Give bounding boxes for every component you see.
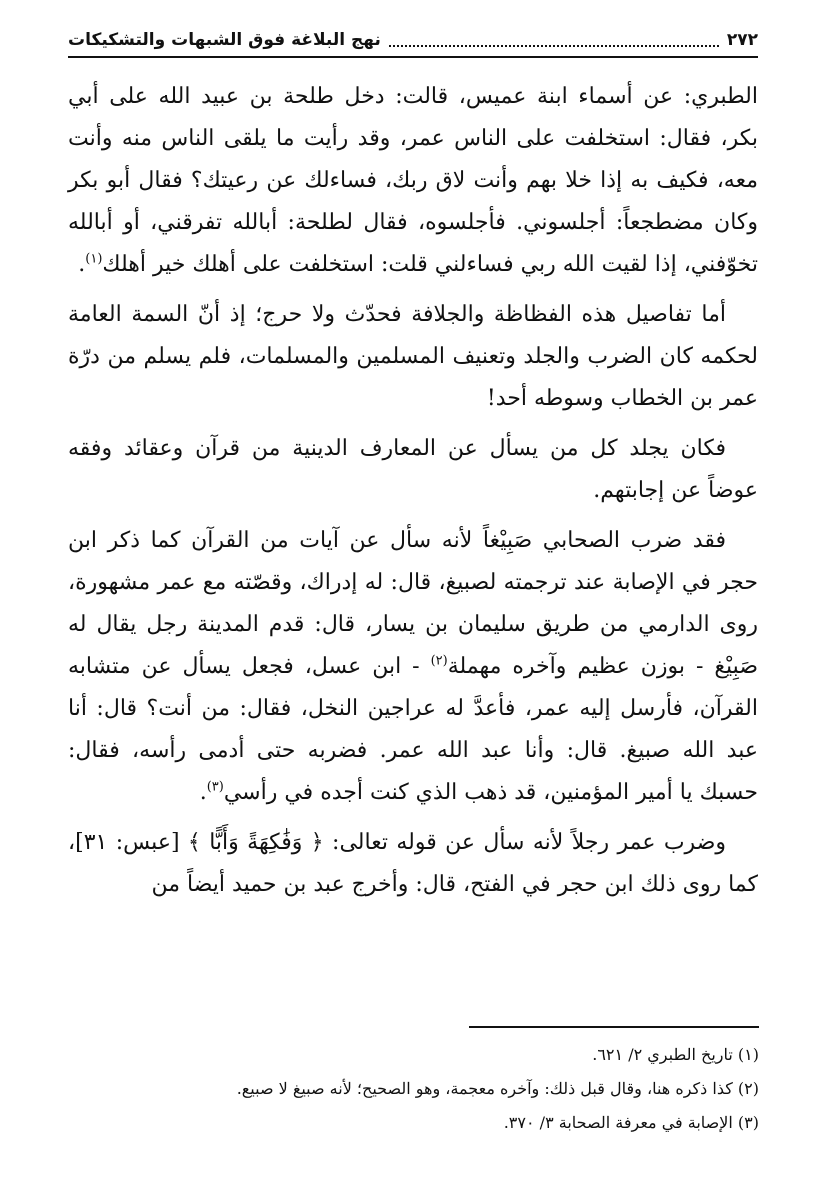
paragraph-3: فكان يجلد كل من يسأل عن المعارف الدينية من قرآن وعقائد وفقه عوضاً عن إجابتهم. [68, 436, 758, 503]
book-title: نهج البلاغة فوق الشبهات والتشكيكات [68, 30, 381, 50]
paragraph-2: أما تفاصيل هذه الفظاظة والجلافة فحدّث ولا حرج؛ إذ أنّ السمة العامة لحكمه كان الضرب والجلد وتعنيف المسلمين والمسلمات، فلم يسلم من درّة عمر بن الخطاب وسوطه أحد! [68, 302, 758, 411]
paragraph-4: فقد ضرب الصحابي صَبِيْغاً لأنه سأل عن آيات من القرآن كما ذكر ابن حجر في الإصابة عند ترجمته لصبيغ، قال: له إدراك، وقصّته مع عمر مشهورة، روى الدارمي من طريق سليمان بن يسار، قال: قدم المدينة رجل يقال له صَبِيْغ - بوزن عظيم وآخره مهملة$^{(٢)}$ - ابن عسل، فجعل يسأل عن متشابه القرآن، فأرسل إليه عمر، فأعدَّ له عراجين النخل، فقال: من أنت؟ قال: أنا عبد الله صبيغ. قال: وأنا عبد الله عمر. فضربه حتى أدمى رأسه، فقال: حسبك يا أمير المؤمنين، قد ذهب الذي كنت أجده في رأسي$^{(٣)}$. [68, 528, 758, 805]
body-text [68, 76, 758, 906]
header-dot-leader [389, 44, 719, 47]
footnote-2: (٢) كذا ذكره هنا، وقال قبل ذلك: وآخره معجمة، وهو الصحيح؛ لأنه صبيغ لا صبيع. [236, 1079, 759, 1098]
footnote-ref-1[interactable]: (١) [85, 251, 103, 267]
footnote-ref-3[interactable]: (٣) [206, 779, 224, 795]
footnotes [69, 1038, 759, 1140]
running-header [68, 28, 758, 58]
paragraph-1: الطبري: عن أسماء ابنة عميس، قالت: دخل طلحة بن عبيد الله على أبي بكر، فقال: استخلفت على الناس عمر، وقد رأيت ما يلقى الناس منه وأنت معه، فكيف به إذا خلا بهم وأنت لاق ربك، فساءلك عن رعيتك؟ فقال أبو بكر وكان مضطجعاً: أجلسوني. فأجلسوه، فقال لطلحة: أبالله تفرقني، أو أبالله تخوّفني، إذا لقيت الله ربي فساءلني قلت: استخلفت على أهلك خير أهلك$^{(١)}$. [68, 84, 758, 277]
page-number: ٢٧٢ [726, 30, 758, 50]
book-page [68, 28, 758, 914]
footnote-separator [469, 1026, 759, 1028]
paragraph-5: وضرب عمر رجلاً لأنه سأل عن قوله تعالى: ﴿ وَفَٰكِهَةً وَأَبًّا ﴾ [عبس: ٣١]، كما روى ذلك ابن حجر في الفتح، قال: وأخرج عبد بن حميد أيضاً من [68, 830, 758, 897]
footnote-3: (٣) الإصابة في معرفة الصحابة ٣/ ٣٧٠. [503, 1113, 759, 1132]
footnote-1: (١) تاريخ الطبري ٢/ ٦٢١. [592, 1045, 759, 1064]
footnote-ref-2[interactable]: (٢) [430, 653, 448, 669]
